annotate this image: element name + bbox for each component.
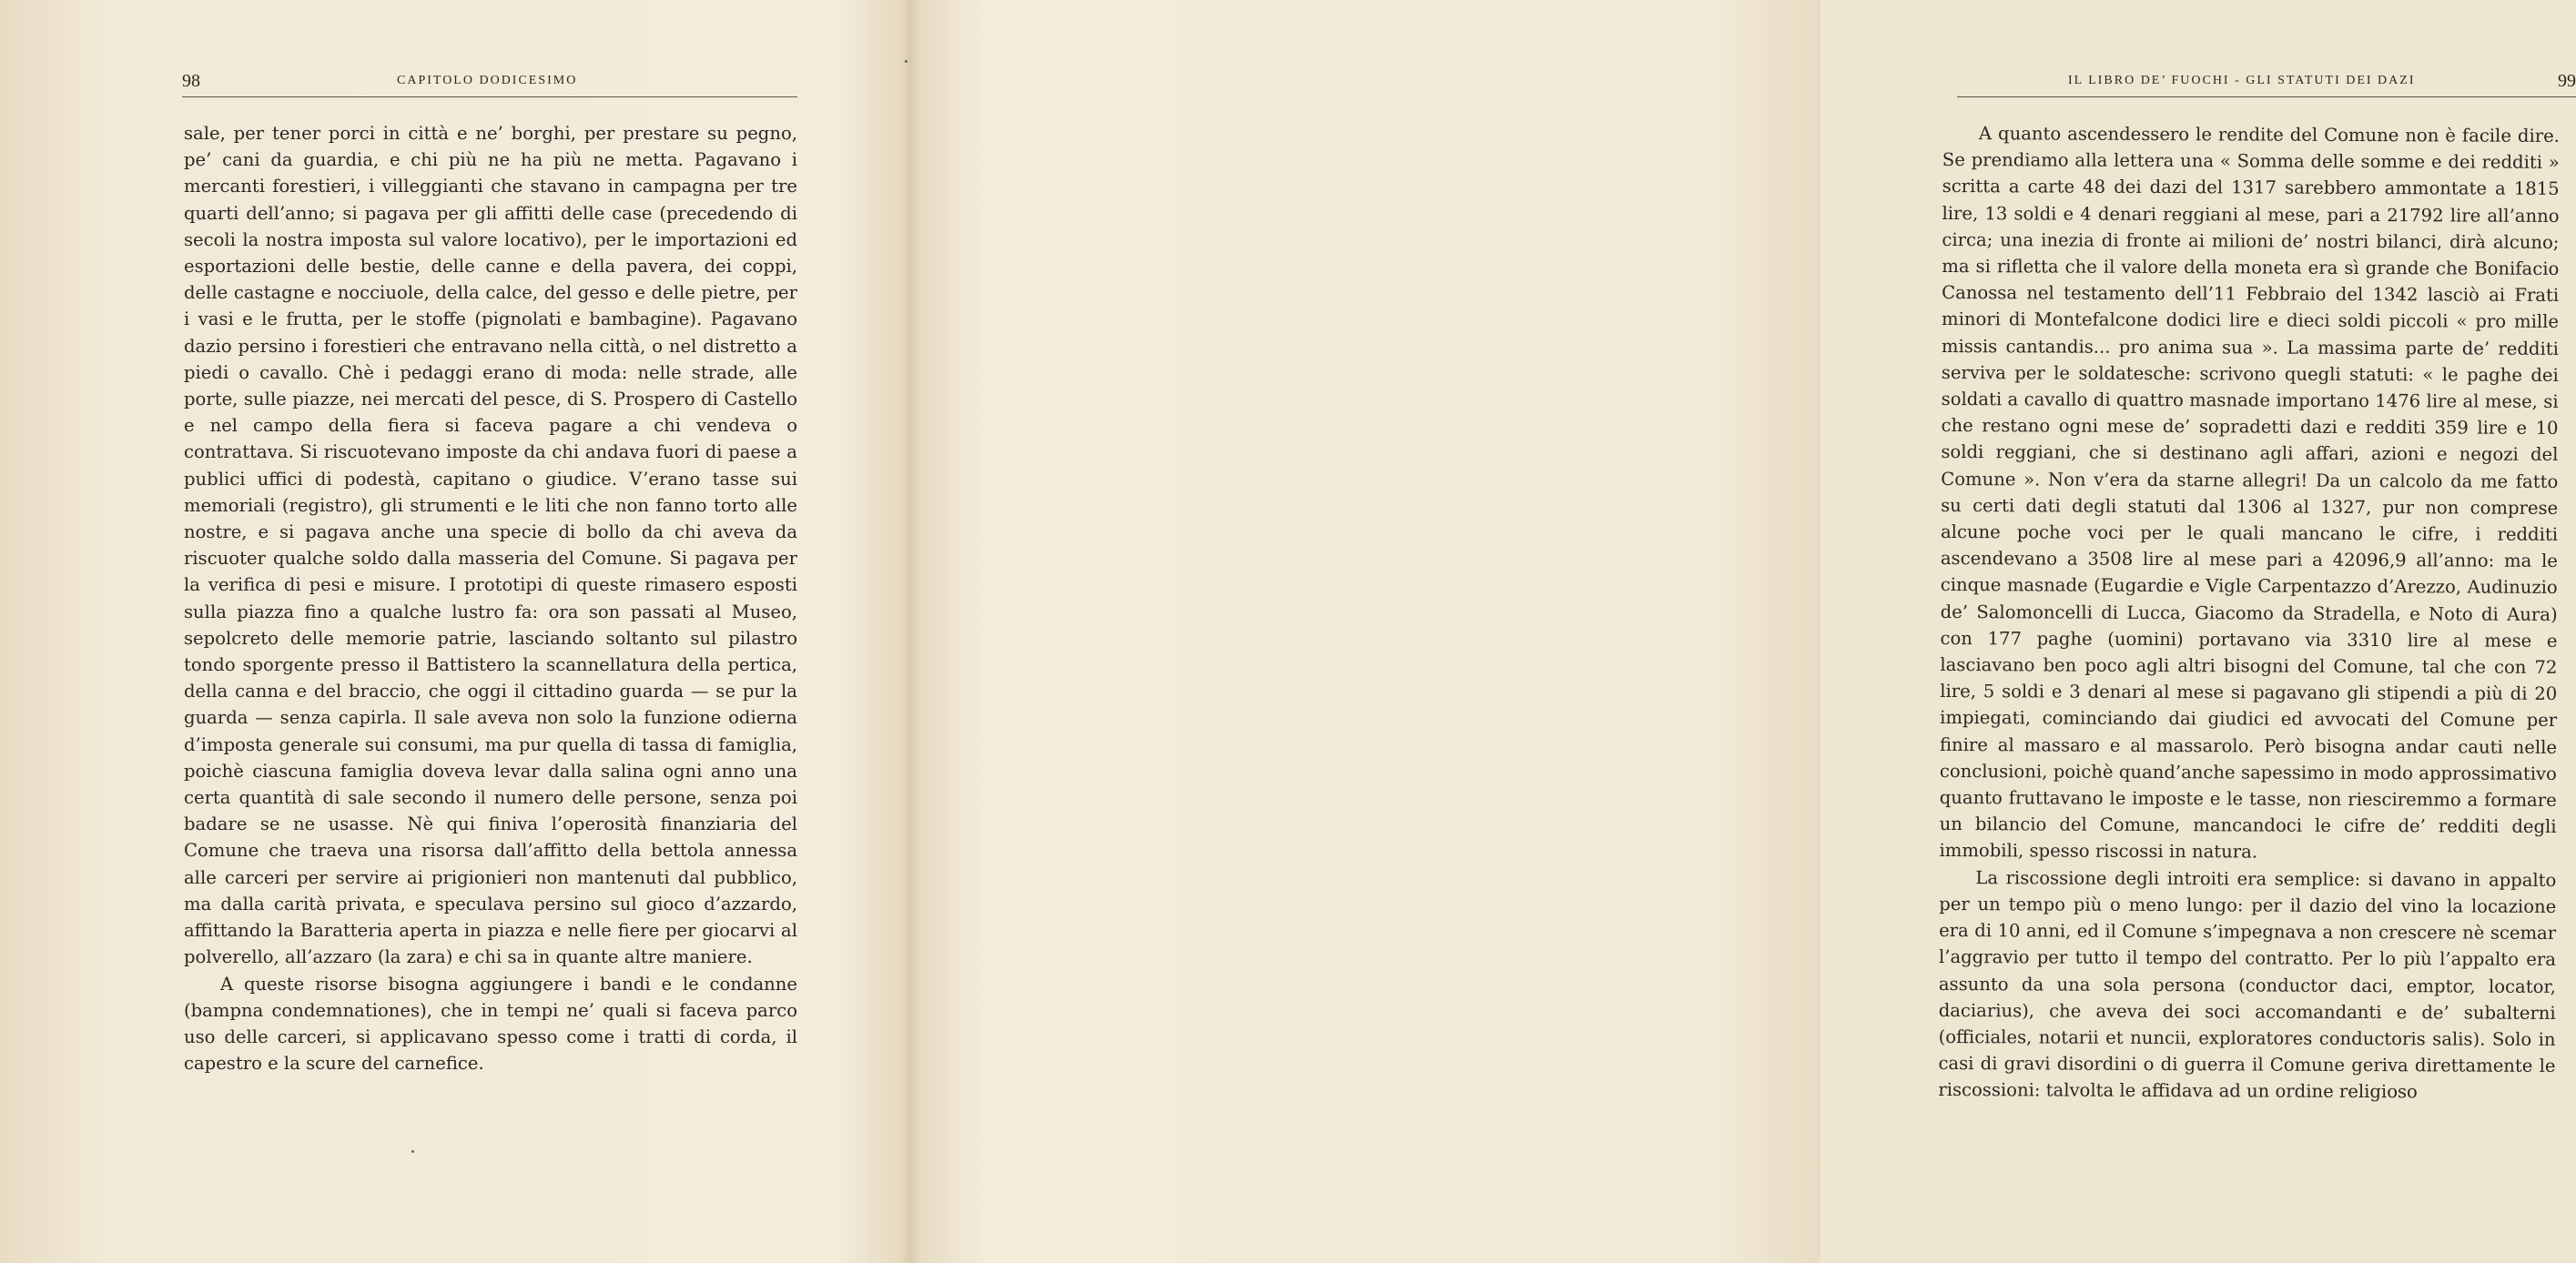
running-head: CAPITOLO DODICESIMO xyxy=(397,74,578,87)
paper-speck xyxy=(905,60,908,63)
paragraph: A queste risorse bisogna aggiungere i bandi e le condanne (bampna condemnationes), che in tempi ne’ quali si faceva parco uso delle carceri, si applicavano spesso come i tratti di corda, il capestro e la scure del carnefice. xyxy=(184,973,797,1075)
paragraph: La riscossione degli introiti era semplice: si davano in appalto per un tempo più o meno lungo: per il dazio del vino la locazione era di 10 anni, ed il Comune s’impegnava a non crescere nè scemar l’aggravio per tutto il tempo del contratto. Per lo più l’appalto era assunto da una sola persona (conductor daci, emptor, locator, daciarius), che aveva dei soci accomandanti e de’ subalterni (officiales, notarii et nuncii, exploratores conductoris salis). Solo in casi di gravi disordini o di guerra il Comune geriva direttamente le riscossioni: talvolta le affidava ad un ordine religioso xyxy=(1938,866,2557,1103)
left-page xyxy=(0,0,910,1263)
right-page-header xyxy=(1957,67,2576,97)
paragraph: sale, per tener porci in città e ne’ borghi, per prestare su pegno, pe’ cani da guardia, e chi più ne ha più ne metta. Pagavano i mercanti forestieri, i villeggianti che stavano in campagna per tre quarti dell’anno; si pagava per gli affitti delle case (precedendo di secoli la nostra imposta sul valore locativo), per le importazioni ed esportazioni delle bestie, delle canne e della pavera, dei coppi, delle castagne e nocciuole, della calce, del gesso e delle pietre, per i vasi e le frutta, per le stoffe (pignolati e bambagine). Pagavano dazio persino i forestieri che entravano nella città, o nel distretto a piedi o cavallo. Chè i pedaggi erano di moda: nelle strade, alle porte, sulle piazze, nei mercati del pesce, di S. Prospero di Castello e nel campo della fiera si faceva pagare a chi vendeva o contrattava. Si riscuotevano imposte da chi andava fuori di paese a publici uffici di podestà, capitano o giudice. V’erano tasse sui memoriali (registro), gli strumenti e le liti che non fanno torto alle nostre, e si pagava anche una specie di bollo da chi aveva da riscuoter qualche soldo dalla masseria del Comune. Si pagava per la verifica di pesi e misure. I prototipi di queste rimasero esposti sulla piazza fino a qualche lustro fa: ora son passati al Museo, sepolcreto delle memorie patrie, lasciando soltanto sul pilastro tondo sporgente presso il Battistero la scannellatura della pertica, della canna e del braccio, che oggi il cittadino guarda — se pur la guarda — senza capirla. Il sale aveva non solo la funzione odierna d’imposta generale sui consumi, ma pur quella di tassa di famiglia, poichè ciascuna famiglia doveva levar dalla salina ogni anno una certa quantità di sale secondo il numero delle persone, senza poi badare se ne usasse. Nè qui finiva l’operosità finanziaria del Comune che traeva una risorsa dall’affitto della bettola annessa alle carceri per servire ai prigionieri non mantenuti dal pubblico, ma dalla carità privata, e speculava persino sul gioco d’azzardo, affittando la Baratteria aperta in piazza e nelle fiere per giocarvi al polverello, all’azzaro (la zara) e chi sa in quante altre maniere. xyxy=(184,123,797,968)
paper-speck xyxy=(411,1150,414,1153)
right-page xyxy=(910,0,2576,1263)
left-page-text xyxy=(184,120,797,1076)
right-page-text xyxy=(1938,120,2560,1106)
paragraph: A quanto ascendessero le rendite del Comune non è facile dire. Se prendiamo alla lettera una « Somma delle somme e dei redditi » scritta a carte 48 dei dazi del 1317 sarebbero ammontate a 1815 lire, 13 soldi e 4 denari reggiani al mese, pari a 21792 lire all’anno circa; una inezia di fronte ai milioni de’ nostri bilanci, dirà alcuno; ma si rifletta che il valore della moneta era sì grande che Bonifacio Canossa nel testamento dell’11 Febbraio del 1342 lasciò ai Frati minori di Montefalcone dodici lire e dieci soldi piccoli « pro mille missis cantandis... pro anima sua ». La massima parte de’ redditi serviva per le soldatesche: scrivono quegli statuti: « le paghe dei soldati a cavallo di quattro masnade importano 1476 lire al mese, si che restano ogni mese de’ sopradetti dazi e redditi 359 lire e 10 soldi reggiani, che si destinano agli affari, azioni e negozi del Comune ». Non v’era da starne allegri! Da un calcolo da me fatto su certi dati degli statuti dal 1306 al 1327, pur non comprese alcune poche voci per le quali mancano le cifre, i redditi ascendevano a 3508 lire al mese pari a 42096,9 all’anno: ma le cinque masnade (Eugardie e Vigle Carpentazzo d’Arezzo, Audinuzio de’ Salomoncelli di Lucca, Giacomo da Stradella, e Noto di Aura) con 177 paghe (uomini) portavano via 3310 lire al mese e lasciavano ben poco agli altri bisogni del Comune, tal che con 72 lire, 5 soldi e 3 denari al mese si pagavano gli stipendi a più di 20 impiegati, cominciando dai giudici ed avvocati del Comune per finire al massaro e al massarolo. Però bisogna andar cauti nelle conclusioni, poichè quand’anche sapessimo in modo approssimativo quanto fruttavano le imposte e le tasse, non riesciremmo a formare un bilancio del Comune, mancandoci le cifre de’ redditi degli immobili, spesso riscossi in natura. xyxy=(1939,123,2560,864)
running-head: IL LIBRO DE’ FUOCHI - GLI STATUTI DEI DAZI xyxy=(2068,74,2416,87)
left-page-header xyxy=(182,67,797,97)
page-number: 99 xyxy=(2558,71,2576,91)
page-number: 98 xyxy=(182,71,200,91)
